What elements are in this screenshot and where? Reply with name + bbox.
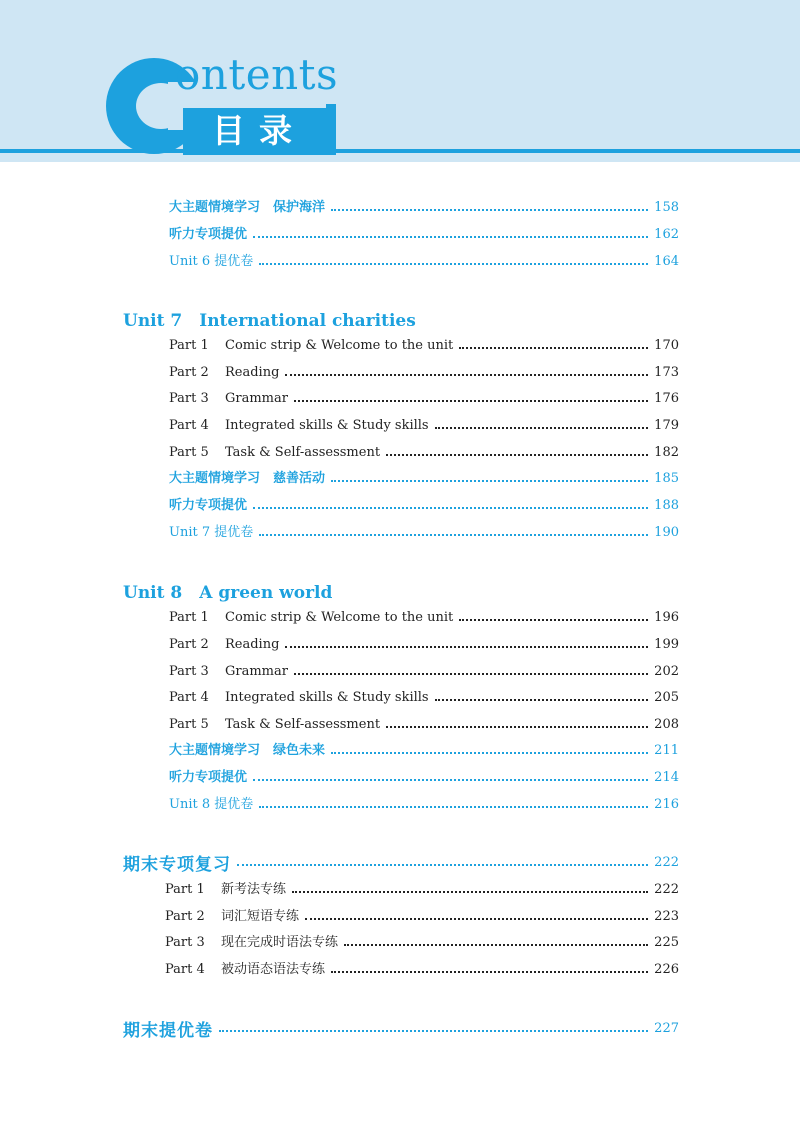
part-number: Part 3 xyxy=(169,664,209,679)
toc-entry-page: 196 xyxy=(654,610,679,625)
header-rule xyxy=(0,149,800,153)
toc-entry-label: Unit 8 提优卷 xyxy=(169,797,254,812)
part-number: Part 3 xyxy=(165,935,205,950)
toc-entry-page: 170 xyxy=(654,338,679,353)
toc-entry[interactable] xyxy=(169,688,679,708)
toc-entry-label: Reading xyxy=(225,637,280,652)
toc-entry-page: 182 xyxy=(654,445,679,460)
section-heading-label: 期末提优卷 xyxy=(123,1020,213,1041)
dot-leader xyxy=(259,263,648,265)
toc-entry-label: Task & Self-assessment xyxy=(225,717,381,732)
toc-entry-page: 202 xyxy=(654,664,679,679)
toc-entry[interactable] xyxy=(165,880,679,900)
toc-entry-label: 现在完成时语法专练 xyxy=(221,935,339,950)
toc-entry-page: 176 xyxy=(654,391,679,406)
toc-entry-page: 211 xyxy=(654,743,679,758)
toc-entry-label: 大主题情境学习 绿色未来 xyxy=(169,743,326,758)
toc-entry[interactable] xyxy=(169,252,679,272)
toc-entry-page: 223 xyxy=(654,909,679,924)
toc-entry[interactable] xyxy=(169,363,679,383)
toc-entry-page: 164 xyxy=(654,254,679,269)
dot-leader xyxy=(237,864,648,866)
dot-leader xyxy=(459,347,648,349)
toc-entry-page: 185 xyxy=(654,471,679,486)
toc-entry-label: Reading xyxy=(225,365,280,380)
part-number: Part 4 xyxy=(169,690,209,705)
dot-leader xyxy=(259,534,648,536)
part-number: Part 2 xyxy=(165,909,205,924)
part-number: Part 2 xyxy=(169,637,209,652)
toc-entry-page: 216 xyxy=(654,797,679,812)
dot-leader xyxy=(386,454,648,456)
dot-leader xyxy=(253,779,648,781)
part-number: Part 1 xyxy=(169,338,209,353)
toc-entry-label: 被动语态语法专练 xyxy=(221,962,326,977)
toc-entry-label: Integrated skills & Study skills xyxy=(225,418,429,433)
toc-entry-label: 词汇短语专练 xyxy=(221,909,300,924)
dot-leader xyxy=(285,374,648,376)
toc-entry[interactable] xyxy=(169,608,679,628)
toc-entry-page: 226 xyxy=(654,962,679,977)
dot-leader xyxy=(331,480,648,482)
dot-leader xyxy=(253,236,648,238)
toc-entry-page: 173 xyxy=(654,365,679,380)
part-number: Part 5 xyxy=(169,445,209,460)
toc-entry[interactable] xyxy=(169,768,679,788)
toc-entry-label: 大主题情境学习 慈善活动 xyxy=(169,471,326,486)
dot-leader xyxy=(344,944,648,946)
toc-entry[interactable] xyxy=(169,635,679,655)
dot-leader xyxy=(259,806,648,808)
toc-entry-page: 199 xyxy=(654,637,679,652)
toc-entry[interactable] xyxy=(169,741,679,761)
section-heading-page: 227 xyxy=(654,1020,679,1036)
section-heading-label: 期末专项复习 xyxy=(123,854,231,875)
part-number: Part 5 xyxy=(169,717,209,732)
toc-entry[interactable] xyxy=(169,715,679,735)
dot-leader xyxy=(386,726,648,728)
toc-entry-page: 188 xyxy=(654,498,679,513)
toc-entry[interactable] xyxy=(165,960,679,980)
toc-entry-page: 225 xyxy=(654,935,679,950)
page-title-en: ontents xyxy=(175,50,339,99)
toc-entry[interactable] xyxy=(169,225,679,245)
toc-entry[interactable] xyxy=(169,662,679,682)
toc-entry-page: 205 xyxy=(654,690,679,705)
toc-entry[interactable] xyxy=(165,907,679,927)
toc-entry-label: 大主题情境学习 保护海洋 xyxy=(169,200,326,215)
toc-entry-page: 208 xyxy=(654,717,679,732)
section-heading-final-exam[interactable] xyxy=(123,1016,679,1040)
dot-leader xyxy=(294,400,648,402)
section-heading-final-review[interactable] xyxy=(123,850,679,874)
dot-leader xyxy=(331,209,648,211)
dot-leader xyxy=(331,752,648,754)
toc-entry[interactable] xyxy=(169,198,679,218)
toc-entry[interactable] xyxy=(169,443,679,463)
part-number: Part 4 xyxy=(165,962,205,977)
section-heading-page: 222 xyxy=(654,854,679,870)
toc-entry[interactable] xyxy=(169,496,679,516)
dot-leader xyxy=(292,891,648,893)
toc-entry[interactable] xyxy=(169,795,679,815)
toc-entry-page: 162 xyxy=(654,227,679,242)
toc-entry-label: Comic strip & Welcome to the unit xyxy=(225,338,454,353)
toc-entry[interactable] xyxy=(165,933,679,953)
dot-leader xyxy=(459,619,648,621)
dot-leader xyxy=(305,918,648,920)
dot-leader xyxy=(435,427,649,429)
toc-entry-page: 179 xyxy=(654,418,679,433)
toc-entry-label: 听力专项提优 xyxy=(169,227,248,242)
toc-entry-label: Grammar xyxy=(225,664,288,679)
toc-entry-label: 听力专项提优 xyxy=(169,498,248,513)
part-number: Part 1 xyxy=(165,882,205,897)
toc-entry-label: 新考法专练 xyxy=(221,882,287,897)
toc-entry-page: 214 xyxy=(654,770,679,785)
toc-entry-label: Unit 6 提优卷 xyxy=(169,254,254,269)
toc-entry[interactable] xyxy=(169,389,679,409)
toc-entry-label: Comic strip & Welcome to the unit xyxy=(225,610,454,625)
dot-leader xyxy=(435,699,649,701)
unit-heading[interactable]: Unit 7 International charities xyxy=(123,311,416,331)
page-title-cn: 目录 xyxy=(212,111,306,150)
toc-entry[interactable] xyxy=(169,469,679,489)
dot-leader xyxy=(253,507,648,509)
toc-entry-page: 190 xyxy=(654,525,679,540)
toc-entry-label: 听力专项提优 xyxy=(169,770,248,785)
toc-entry-label: Integrated skills & Study skills xyxy=(225,690,429,705)
dot-leader xyxy=(294,673,648,675)
part-number: Part 3 xyxy=(169,391,209,406)
toc-entry-page: 158 xyxy=(654,200,679,215)
toc-entry-page: 222 xyxy=(654,882,679,897)
toc-entry-label: Unit 7 提优卷 xyxy=(169,525,254,540)
part-number: Part 2 xyxy=(169,365,209,380)
toc-entry-label: Grammar xyxy=(225,391,288,406)
toc-entry[interactable] xyxy=(169,336,679,356)
part-number: Part 4 xyxy=(169,418,209,433)
dot-leader xyxy=(219,1030,648,1032)
unit-heading[interactable]: Unit 8 A green world xyxy=(123,583,333,603)
toc-entry-label: Task & Self-assessment xyxy=(225,445,381,460)
toc-entry[interactable] xyxy=(169,523,679,543)
part-number: Part 1 xyxy=(169,610,209,625)
toc-entry[interactable] xyxy=(169,416,679,436)
dot-leader xyxy=(331,971,648,973)
title-accent-bar xyxy=(326,104,336,155)
dot-leader xyxy=(285,646,648,648)
